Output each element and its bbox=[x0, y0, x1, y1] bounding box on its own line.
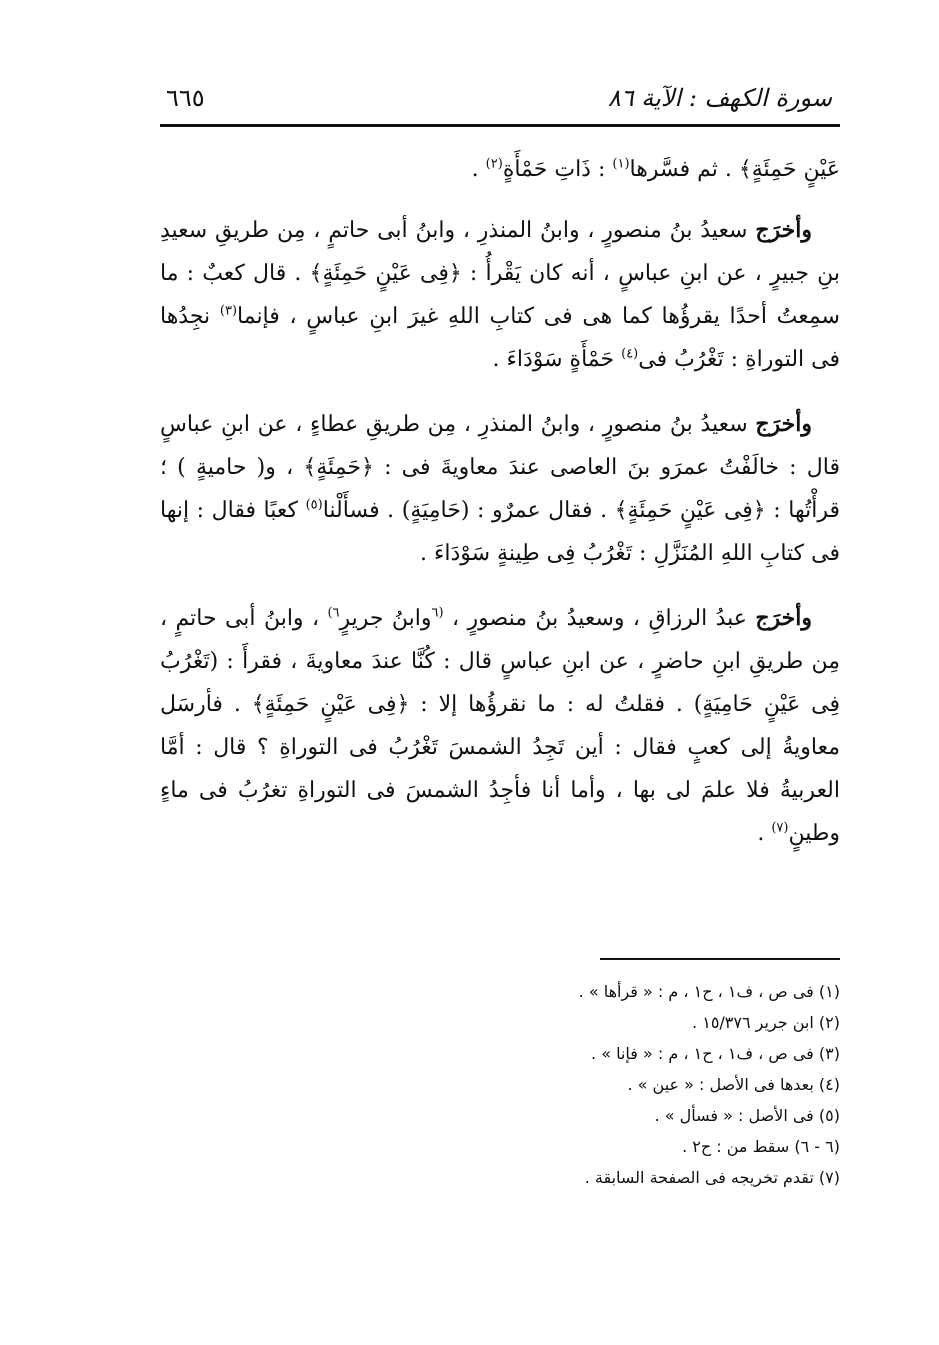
paragraph: وأخرَج عبدُ الرزاقِ ، وسعيدُ بنُ منصورٍ ، $^{(٦}$وابنُ جريرٍ$^{٦)}$ ، وابنُ أبى حاتمٍ ، مِن طريقِ ابنِ حاضرٍ ، عن ابنِ عباسٍ قال : كُنَّا عندَ معاويةَ ، فقرأَ : (تَغْرُبُ فِى عَيْنٍ حَامِيَةٍ) . فقلتُ له : ما نقرؤُها إلا : ﴿فِى عَيْنٍ حَمِئَةٍ﴾ . فأرسَل معاويةُ إلى كعبٍ فقال : أين تَجِدُ الشمسَ تَغْرُبُ فى التوراةِ ؟ قال : أمَّا العربيةُ فلا علمَ لى بها ، وأما أنا فأجِدُ الشمسَ فى التوراةِ تغرُبُ فى ماءٍ وطينٍ$^{(٧)}$ . bbox=[160, 605, 840, 846]
paragraph-lead-word: وأخرَج bbox=[755, 217, 812, 243]
header-rule bbox=[160, 124, 840, 127]
footnote-item: (١) فى ص ، ف١ ، ح١ ، م : « قرأها » . bbox=[578, 982, 840, 1001]
footnote-marker: (٢) bbox=[485, 156, 503, 172]
footnote-marker: (٧) bbox=[771, 820, 789, 836]
chapter-verse-title: سورة الكهف : الآية ٨٦ bbox=[607, 84, 832, 112]
footnote-item: (٧) تقدم تخريجه فى الصفحة السابقة . bbox=[584, 1168, 840, 1187]
paragraph-lead-word: وأخرَج bbox=[755, 605, 813, 631]
footnote-marker: (٥) bbox=[305, 497, 323, 513]
paragraph-lead-word: وأخرَج bbox=[755, 411, 812, 437]
footnote-marker: (٤) bbox=[621, 346, 639, 362]
footnote-item: (٦ - ٦) سقط من : ح٢ . bbox=[682, 1137, 840, 1156]
footnote-item: (٤) بعدها فى الأصل : « عين » . bbox=[627, 1075, 840, 1094]
footnote-marker: (١) bbox=[612, 156, 630, 172]
footnote-item: (٥) فى الأصل : « فسأل » . bbox=[654, 1106, 840, 1125]
paragraph: وأخرَج سعيدُ بنُ منصورٍ ، وابنُ المنذرِ ، مِن طريقِ عطاءٍ ، عن ابنِ عباسٍ قال : خالَفْتُ عمرَو بنَ العاصى عندَ معاويةَ فى : ﴿حَمِئَةٍ﴾ ، و( حاميةٍ ) ؛ قرأْتُها : ﴿فِى عَيْنٍ حَمِئَةٍ﴾ . فقال عمرٌو : (حَامِيَةٍ) . فسأَلْنا$^{(٥)}$ كعبًا فقال : إنها فى كتابِ اللهِ المُنَزَّلِ : تَغْرُبُ فِى طِينةٍ سَوْدَاءَ . bbox=[160, 411, 840, 566]
footnote-marker: (٦ bbox=[431, 605, 444, 621]
footnote-marker: (٣) bbox=[219, 303, 238, 319]
running-header bbox=[160, 78, 840, 122]
paragraph-continuation: عَيْنٍ حَمِئَةٍ﴾ . ثم فسَّرها$^{(١)}$ : ذَاتِ حَمْأَةٍ$^{(٢)}$ . bbox=[471, 156, 840, 182]
paragraph: وأخرَج سعيدُ بنُ منصورٍ ، وابنُ المنذرِ ، وابنُ أبى حاتمٍ ، مِن طريقِ سعيدِ بنِ جبيرٍ ، عن ابنِ عباسٍ ، أنه كان يَقْرأُ : ﴿فِى عَيْنٍ حَمِئَةٍ﴾ . قال كعبٌ : ما سمِعتُ أحدًا يقرؤُها كما هى فى كتابِ اللهِ غيرَ ابنِ عباسٍ ، فإنما$^{(٣)}$ نجِدُها فى التوراةِ : تَغْرُبُ فى$^{(٤)}$ حَمْأَةٍ سَوْدَاءَ . bbox=[160, 217, 840, 372]
footnote-item: (٢) ابن جرير ١٥/٣٧٦ . bbox=[692, 1013, 840, 1032]
page-number: ٦٦٥ bbox=[166, 84, 205, 112]
footnote-item: (٣) فى ص ، ف١ ، ح١ ، م : « فإنا » . bbox=[591, 1044, 840, 1063]
footnote-separator bbox=[600, 958, 840, 960]
main-text bbox=[160, 148, 840, 877]
footnotes bbox=[160, 976, 840, 1193]
footnote-marker: ٦) bbox=[327, 605, 340, 621]
